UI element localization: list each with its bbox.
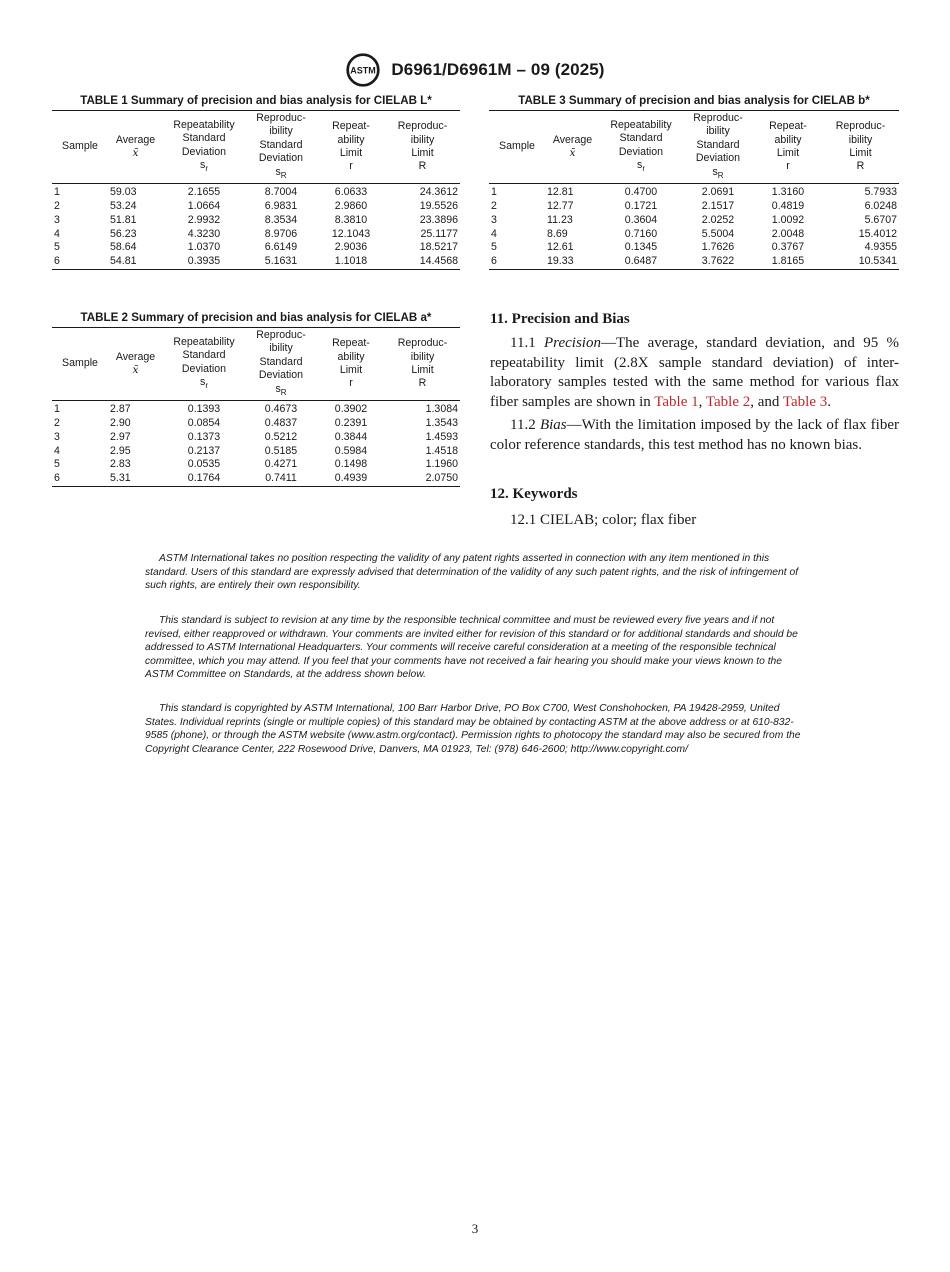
col-reproducibility-limit: Reproduc- ibility Limit R <box>397 337 448 390</box>
table-row <box>52 241 460 255</box>
table-body <box>52 184 460 270</box>
col-repeatability-sd: Repeatability Standard Deviation $s_r$ <box>173 335 235 391</box>
cell-reproducibility-limit: 4.9355 <box>864 241 897 254</box>
table3-block <box>489 94 899 270</box>
cell-repeatability-sd: 0.4700 <box>624 186 658 199</box>
cell-reproducibility-sd: 8.9706 <box>264 227 298 240</box>
col-reproducibility-limit: Reproduc- ibility Limit R <box>835 120 886 173</box>
cell-repeatability-limit: 0.5984 <box>334 444 368 457</box>
cell-reproducibility-sd: 8.3534 <box>264 213 298 226</box>
paragraph-11-2 <box>490 416 899 455</box>
cell-sample: 4 <box>54 444 60 457</box>
col-sample: Sample <box>62 357 98 370</box>
cell-reproducibility-sd: 1.7626 <box>701 241 735 254</box>
table-header <box>489 111 899 184</box>
table3 <box>489 110 899 270</box>
cell-reproducibility-sd: 0.4673 <box>264 403 298 416</box>
cell-reproducibility-limit: 25.1177 <box>420 227 458 240</box>
cell-sample: 5 <box>54 241 60 254</box>
col-repeatability-limit: Repeat- ability Limit r <box>332 337 370 390</box>
cell-repeatability-limit: 1.3160 <box>771 186 805 199</box>
table-row <box>52 417 460 431</box>
cell-average: 8.69 <box>547 227 568 240</box>
cell-repeatability-sd: 1.0370 <box>187 241 221 254</box>
table-body <box>489 184 899 270</box>
cell-reproducibility-sd: 0.7411 <box>265 472 297 485</box>
cell-average: 2.90 <box>110 416 131 429</box>
cell-reproducibility-limit: 24.3612 <box>419 186 458 199</box>
col-sample: Sample <box>62 140 98 153</box>
table-row <box>489 200 899 214</box>
cell-reproducibility-sd: 0.5185 <box>264 444 298 457</box>
cell-sample: 1 <box>54 403 60 416</box>
cell-repeatability-limit: 0.3767 <box>771 241 805 254</box>
table1 <box>52 110 460 270</box>
col-sample: Sample <box>499 140 535 153</box>
page-header <box>0 52 950 88</box>
col-repeatability-limit: Repeat- ability Limit r <box>332 120 370 173</box>
table-row <box>489 214 899 228</box>
table1-block <box>52 94 460 270</box>
col-reproducibility-sd: Reproduc- ibility Standard Deviation $s_R$ <box>256 329 306 397</box>
col-reproducibility-sd: Reproduc- ibility Standard Deviation $s_R$ <box>256 112 306 180</box>
para-text: —The average, standard deviation, and 95 % repeatability limit (2.8X sample standard deviation) of inter-laboratory samples tested with the same method for various flax fiber samples are shown in <box>490 335 900 410</box>
cell-repeatability-sd: 2.1655 <box>187 186 221 199</box>
table-row <box>52 445 460 459</box>
cell-sample: 6 <box>54 472 60 485</box>
cell-average: 5.31 <box>110 472 131 485</box>
col-average: Average x̄ <box>552 133 593 160</box>
table-row <box>52 184 460 200</box>
cell-repeatability-sd: 2.9932 <box>187 213 221 226</box>
section-11-heading: 11. Precision and Bias <box>490 311 630 327</box>
para-number: 11.1 <box>510 335 536 351</box>
col-repeatability-limit: Repeat- ability Limit r <box>769 120 807 173</box>
cell-reproducibility-sd: 3.7622 <box>701 255 735 268</box>
cell-sample: 3 <box>491 213 497 226</box>
cell-repeatability-limit: 0.2391 <box>334 416 368 429</box>
table2 <box>52 327 460 487</box>
table3-title: TABLE 3 Summary of precision and bias analysis for CIELAB b* <box>518 94 870 107</box>
para-text: CIELAB; color; flax fiber <box>540 512 697 528</box>
cell-reproducibility-limit: 14.4568 <box>419 255 458 268</box>
cell-repeatability-limit: 0.3902 <box>334 403 368 416</box>
cell-reproducibility-limit: 5.6707 <box>864 213 897 226</box>
cell-repeatability-limit: 0.3844 <box>334 430 368 443</box>
cell-reproducibility-limit: 1.4518 <box>425 444 458 457</box>
cell-repeatability-sd: 0.1764 <box>187 472 221 485</box>
cell-reproducibility-limit: 1.4593 <box>425 430 458 443</box>
table2-block <box>52 311 460 487</box>
page-number: 3 <box>471 1221 479 1236</box>
cell-average: 19.33 <box>547 255 574 268</box>
cell-reproducibility-sd: 5.1631 <box>264 255 298 268</box>
table3-link[interactable]: Table 3 <box>782 393 828 410</box>
section-12-heading: 12. Keywords <box>490 486 578 502</box>
table-row <box>52 228 460 242</box>
cell-reproducibility-limit: 10.5341 <box>858 255 897 268</box>
cell-reproducibility-sd: 6.6149 <box>264 241 298 254</box>
table-row <box>489 241 899 255</box>
cell-average: 11.23 <box>547 213 573 226</box>
table-row <box>52 472 460 486</box>
cell-repeatability-limit: 1.8165 <box>771 255 805 268</box>
para-number: 11.2 <box>510 417 536 433</box>
cell-repeatability-limit: 1.0092 <box>771 213 805 226</box>
cell-reproducibility-limit: 1.1960 <box>425 458 458 471</box>
cell-repeatability-sd: 0.0535 <box>187 458 221 471</box>
para-number: 12.1 <box>510 512 537 528</box>
cell-sample: 5 <box>491 241 497 254</box>
cell-reproducibility-limit: 2.0750 <box>425 472 458 485</box>
table-row <box>52 255 460 269</box>
para-text: —With the limitation imposed by the lack of flax fiber color reference standards, this test method has no known bias. <box>490 417 899 453</box>
table-header <box>52 111 460 184</box>
cell-average: 2.87 <box>110 403 131 416</box>
cell-reproducibility-limit: 23.3896 <box>419 213 458 226</box>
cell-average: 58.64 <box>110 241 137 254</box>
table-body <box>52 401 460 487</box>
cell-reproducibility-sd: 5.5004 <box>701 227 735 240</box>
cell-repeatability-limit: 0.4939 <box>334 472 368 485</box>
cell-repeatability-limit: 0.4819 <box>771 199 805 212</box>
svg-text:ASTM: ASTM <box>350 65 377 76</box>
astm-logo-icon <box>345 52 381 88</box>
cell-reproducibility-limit: 18.5217 <box>419 241 458 254</box>
col-reproducibility-sd: Reproduc- ibility Standard Deviation $s_R$ <box>693 112 743 180</box>
cell-average: 12.77 <box>547 199 574 212</box>
table-header <box>52 328 460 401</box>
cell-reproducibility-sd: 8.7004 <box>264 186 298 199</box>
cell-sample: 6 <box>491 255 497 268</box>
para-term: Precision <box>544 335 601 351</box>
col-repeatability-sd: Repeatability Standard Deviation $s_r$ <box>610 118 672 174</box>
table-row <box>489 184 899 200</box>
cell-repeatability-sd: 0.0854 <box>187 416 221 429</box>
col-repeatability-sd: Repeatability Standard Deviation $s_r$ <box>173 118 235 174</box>
table1-link[interactable]: Table 1 <box>654 393 699 410</box>
col-average: Average x̄ <box>115 350 156 377</box>
cell-repeatability-limit: 6.0633 <box>334 186 368 199</box>
cell-reproducibility-sd: 6.9831 <box>264 199 298 212</box>
cell-average: 59.03 <box>110 186 137 199</box>
cell-reproducibility-sd: 2.1517 <box>701 199 735 212</box>
paragraph-11-1: 11.1 Precision—The average, standard deviation, and 95 % repeatability limit (2.8X sample standard deviation) of inter-laboratory samples tested with the same method for various flax fiber samples are shown in Table 1, Table 2, and Table 3. <box>490 335 900 410</box>
cell-reproducibility-sd: 0.4837 <box>264 416 298 429</box>
cell-sample: 4 <box>54 227 60 240</box>
cell-reproducibility-sd: 2.0691 <box>701 186 735 199</box>
table-row <box>489 228 899 242</box>
table-row <box>52 431 460 445</box>
cell-repeatability-sd: 0.3604 <box>624 213 658 226</box>
cell-average: 51.81 <box>110 213 137 226</box>
cell-average: 53.24 <box>110 199 137 212</box>
document-id: D6961/D6961M – 09 (2025) <box>391 60 605 79</box>
cell-sample: 3 <box>54 430 60 443</box>
revision-notice: This standard is subject to revision at any time by the responsible technical committee and must be reviewed every five years and if not revised, either reapproved or withdrawn. Your comments are invited either for revision of this standard or for additional standards and should be addressed to ASTM International Headquarters. Your comments will receive careful consideration at a meeting of the responsible technical committee, which you may attend. If you feel that your comments have not received a fair hearing you should make your views known to the ASTM Committee on Standards, at the address shown below. <box>145 615 798 681</box>
cell-repeatability-sd: 0.1373 <box>187 430 221 443</box>
cell-sample: 3 <box>54 213 60 226</box>
cell-reproducibility-sd: 0.5212 <box>264 430 298 443</box>
paragraph-12-1 <box>490 511 899 531</box>
cell-sample: 6 <box>54 255 60 268</box>
cell-repeatability-limit: 2.9036 <box>334 241 368 254</box>
cell-sample: 2 <box>54 199 60 212</box>
cell-sample: 4 <box>491 227 497 240</box>
cell-repeatability-sd: 0.6487 <box>624 255 658 268</box>
cell-repeatability-sd: 0.7160 <box>624 227 658 240</box>
table-row <box>52 401 460 417</box>
cell-average: 12.81 <box>547 186 574 199</box>
cell-repeatability-sd: 0.3935 <box>187 255 221 268</box>
table1-title: TABLE 1 Summary of precision and bias analysis for CIELAB L* <box>80 94 432 107</box>
cell-repeatability-sd: 1.0664 <box>187 199 221 212</box>
cell-repeatability-limit: 2.0048 <box>771 227 805 240</box>
cell-average: 54.81 <box>110 255 137 268</box>
cell-average: 2.83 <box>110 458 131 471</box>
cell-reproducibility-limit: 15.4012 <box>858 227 897 240</box>
cell-reproducibility-limit: 1.3084 <box>425 403 458 416</box>
cell-repeatability-limit: 12.1043 <box>331 227 371 240</box>
cell-sample: 1 <box>54 186 60 199</box>
cell-reproducibility-limit: 1.3543 <box>425 416 458 429</box>
table-row <box>489 255 899 269</box>
cell-average: 2.95 <box>110 444 131 457</box>
table2-link[interactable]: Table 2 <box>705 393 751 410</box>
para-term: Bias <box>539 417 567 433</box>
cell-average: 2.97 <box>110 430 131 443</box>
cell-reproducibility-sd: 0.4271 <box>264 458 298 471</box>
col-average: Average x̄ <box>115 133 156 160</box>
cell-average: 12.61 <box>547 241 574 254</box>
cell-repeatability-limit: 1.1018 <box>334 255 368 268</box>
cell-repeatability-limit: 8.3810 <box>334 213 368 226</box>
patent-notice: ASTM International takes no position respecting the validity of any patent rights asserted in connection with any item mentioned in this standard. Users of this standard are expressly advised that determination of the validity of any such patent rights, and the risk of infringement of such rights, are entirely their own responsibility. <box>145 553 799 592</box>
cell-sample: 5 <box>54 458 60 471</box>
cell-reproducibility-sd: 2.0252 <box>701 213 735 226</box>
table-row <box>52 214 460 228</box>
cell-repeatability-sd: 0.1721 <box>624 199 658 212</box>
cell-reproducibility-limit: 5.7933 <box>864 186 897 199</box>
cell-sample: 2 <box>54 416 60 429</box>
cell-repeatability-sd: 0.1345 <box>624 241 658 254</box>
cell-reproducibility-limit: 6.0248 <box>864 199 897 212</box>
cell-reproducibility-limit: 19.5526 <box>419 199 458 212</box>
copyright-notice: This standard is copyrighted by ASTM International, 100 Barr Harbor Drive, PO Box C700, West Conshohocken, PA 19428-2959, United States. Individual reprints (single or multiple copies) of this standard may be obtained by contacting ASTM at the above address or at 610-832-9585 (phone), or through the ASTM website (www.astm.org/contact). Permission rights to photocopy the standard may also be secured from the Copyright Clearance Center, 222 Rosewood Drive, Danvers, MA 01923, Tel: (978) 646-2600; http://www.copyright.com/ <box>145 703 801 755</box>
cell-repeatability-sd: 0.1393 <box>187 403 221 416</box>
cell-repeatability-sd: 4.3230 <box>187 227 221 240</box>
cell-repeatability-limit: 2.9860 <box>334 199 368 212</box>
cell-sample: 2 <box>491 199 497 212</box>
table-row <box>52 458 460 472</box>
cell-average: 56.23 <box>110 227 137 240</box>
table-row <box>52 200 460 214</box>
table2-title: TABLE 2 Summary of precision and bias analysis for CIELAB a* <box>80 311 432 324</box>
cell-sample: 1 <box>491 186 497 199</box>
cell-repeatability-sd: 0.2137 <box>187 444 221 457</box>
col-reproducibility-limit: Reproduc- ibility Limit R <box>397 120 448 173</box>
cell-repeatability-limit: 0.1498 <box>334 458 368 471</box>
